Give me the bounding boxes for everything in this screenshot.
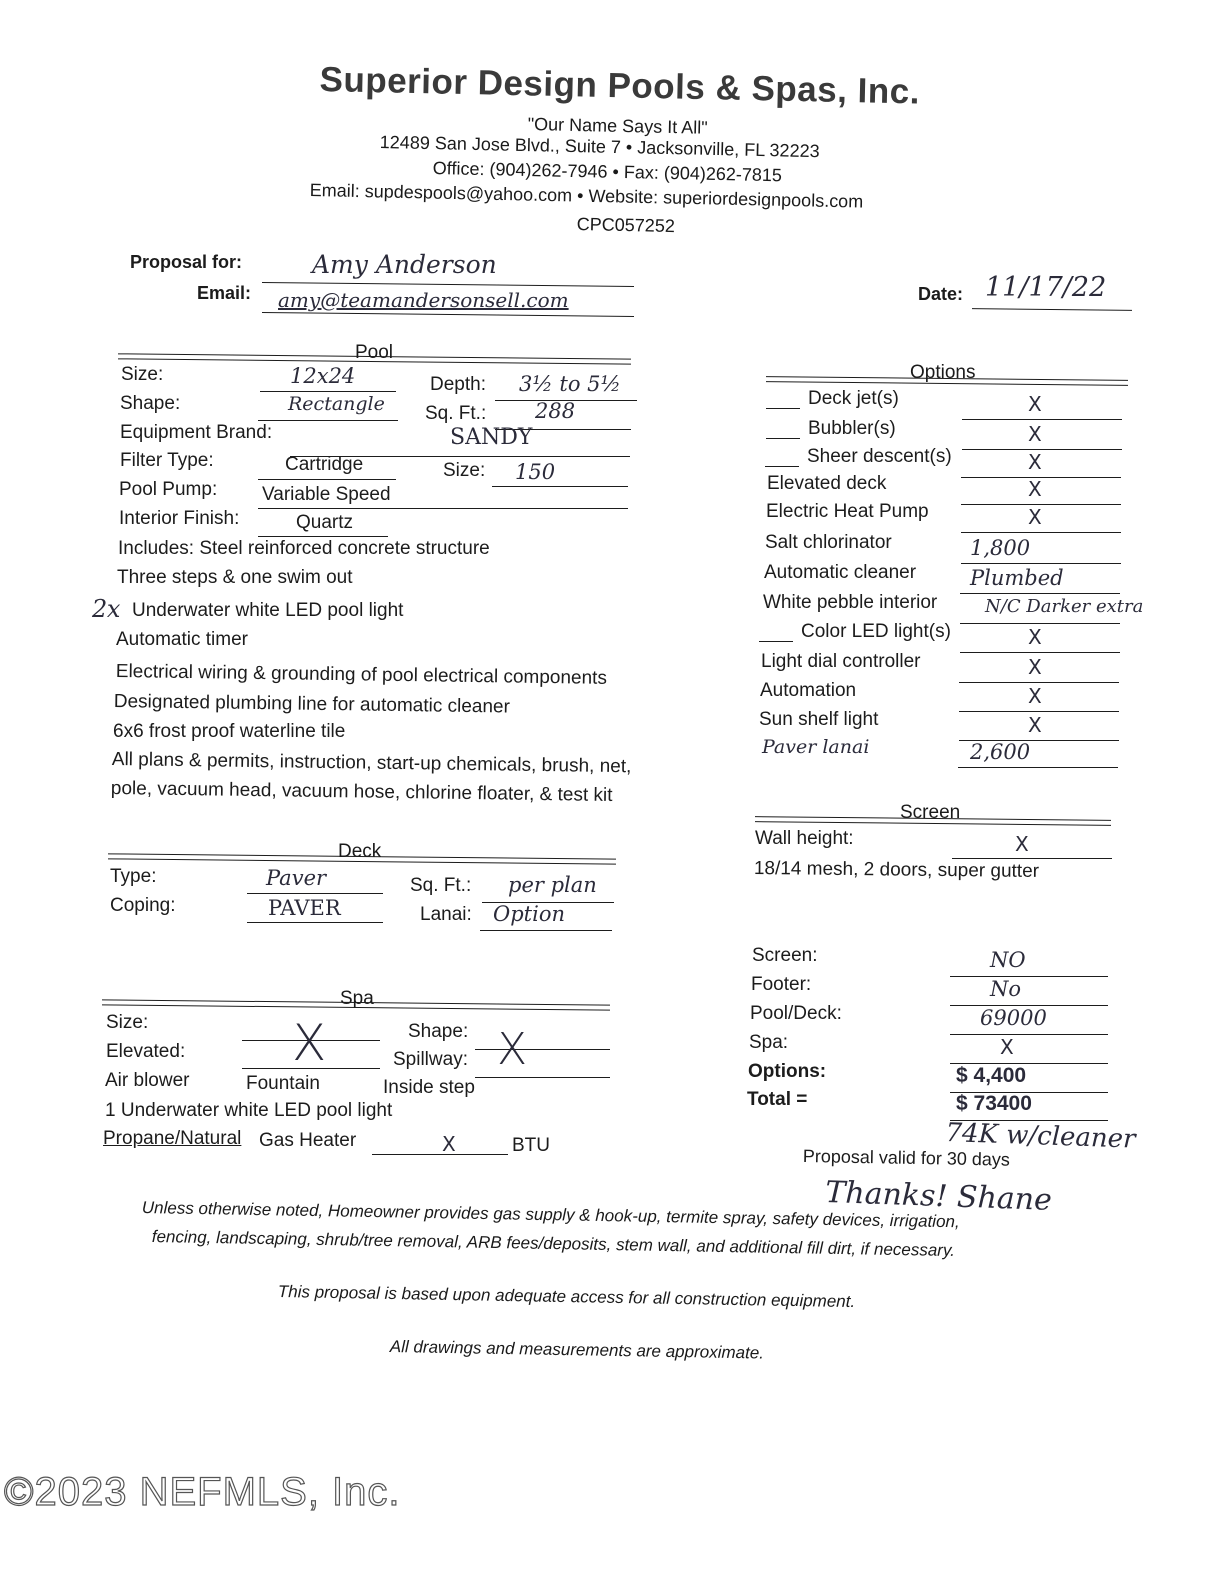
option-value: X <box>1028 505 1042 529</box>
spa-heater-label: Gas Heater <box>259 1130 357 1151</box>
pool-shape-value: Rectangle <box>288 393 385 415</box>
pool-finish-line <box>258 536 388 537</box>
pool-pump-line <box>258 508 628 509</box>
totals-value: 69000 <box>980 1006 1047 1030</box>
spa-heater-line <box>372 1154 508 1155</box>
proposal-for-value: Amy Anderson <box>312 250 497 279</box>
pool-include-item: pole, vacuum head, vacuum hose, chlorine floater, & test kit <box>110 778 613 807</box>
pool-include-item: Designated plumbing line for automatic cleaner <box>113 691 511 718</box>
pool-include-item: Electrical wiring & grounding of pool electrical components <box>115 661 608 689</box>
totals-label: Spa: <box>749 1032 789 1053</box>
company-phone-fax: Office: (904)262-7946 • Fax: (904)262-7815 <box>432 158 783 186</box>
deck-coping-line <box>247 922 383 923</box>
deck-lanai-line <box>480 930 612 931</box>
thanks-signature: Thanks! Shane <box>824 1175 1053 1218</box>
screen-wall-label: Wall height: <box>755 828 854 849</box>
option-label: Electric Heat Pump <box>766 501 929 522</box>
pool-size-line <box>260 391 396 392</box>
option-value: 2,600 <box>970 740 1031 764</box>
deck-sqft-label: Sq. Ft.: <box>410 875 472 896</box>
pool-size-value: 12x24 <box>290 364 356 388</box>
spa-heater-fuel: Propane/Natural <box>103 1128 242 1149</box>
option-value: X <box>1028 684 1042 708</box>
deck-type-value: Paver <box>266 866 327 890</box>
totals-value: No <box>990 977 1022 1001</box>
screen-wall-line <box>952 858 1112 859</box>
totals-label: Pool/Deck: <box>750 1003 842 1024</box>
option-line <box>960 623 1120 624</box>
pool-pump-label: Pool Pump: <box>119 479 218 500</box>
pool-include-item: Automatic timer <box>116 629 248 650</box>
pool-shape-label: Shape: <box>120 393 181 414</box>
pool-brand-value: SANDY <box>450 425 533 450</box>
totals-line <box>950 976 1108 977</box>
proposal-valid: Proposal valid for 30 days <box>802 1146 1011 1170</box>
company-license: CPC057252 <box>576 214 676 237</box>
pool-include-item: Includes: Steel reinforced concrete structure <box>118 538 490 559</box>
option-label: Color LED light(s) <box>801 621 951 642</box>
option-label: White pebble interior <box>763 592 938 613</box>
proposal-date-label: Date: <box>918 284 964 304</box>
totals-label: Footer: <box>751 974 812 995</box>
spa-btu: BTU <box>512 1135 550 1156</box>
spa-size-label: Size: <box>106 1012 149 1033</box>
option-value: N/C Darker extra <box>985 596 1144 617</box>
option-label: Automation <box>760 680 857 701</box>
company-name: Superior Design Pools & Spas, Inc. <box>319 60 921 112</box>
option-line <box>961 563 1121 564</box>
footer-note: fencing, landscaping, shrub/tree removal, ARB fees/deposits, stem wall, and additional fill dirt, if necessary. <box>151 1227 956 1261</box>
totals-value: X <box>1000 1035 1014 1059</box>
spa-spillway-label: Spillway: <box>393 1049 468 1070</box>
totals-line <box>950 1034 1108 1035</box>
footer-note: Unless otherwise noted, Homeowner provides gas supply & hook-up, termite spray, safety devices, irrigation, <box>141 1198 960 1232</box>
option-label: Elevated deck <box>767 473 887 494</box>
spa-shape-x-mark: X <box>497 1024 528 1075</box>
option-value: X <box>1028 477 1042 501</box>
deck-lanai-label: Lanai: <box>420 904 472 925</box>
footer-note: This proposal is based upon adequate access for all construction equipment. <box>277 1282 856 1312</box>
totals-value: NO <box>990 948 1026 972</box>
deck-type-line <box>247 893 383 894</box>
deck-lanai-value: Option <box>493 902 565 926</box>
pool-include-item: All plans & permits, instruction, start-up chemicals, brush, net, <box>111 749 632 778</box>
option-label: Bubbler(s) <box>808 418 896 439</box>
option-value: 1,800 <box>970 536 1031 560</box>
option-line <box>959 711 1119 712</box>
pool-filter-size-value: 150 <box>515 460 556 484</box>
pool-light-mark: 2 x <box>92 595 117 623</box>
spa-spillway-line <box>475 1077 610 1078</box>
pool-filter-line <box>258 479 396 480</box>
pool-title: Pool <box>355 342 394 363</box>
option-label: Sun shelf light <box>759 709 879 730</box>
totals-label: Options: <box>748 1061 827 1082</box>
pool-include-item: 6x6 frost proof waterline tile <box>113 721 346 742</box>
deck-coping-value: PAVER <box>268 896 341 920</box>
pool-filter-size-label: Size: <box>443 460 486 481</box>
proposal-email-line <box>262 312 634 317</box>
option-line <box>959 682 1119 683</box>
pool-include-item: Underwater white LED pool light <box>132 600 404 621</box>
screen-wall-value: X <box>1015 832 1029 856</box>
option-label: Deck jet(s) <box>808 388 899 409</box>
spa-fountain: Fountain <box>246 1073 320 1094</box>
watermark: ©2023 NEFMLS, Inc. <box>4 1470 401 1514</box>
option-checkbox-blank <box>765 466 799 467</box>
deck-type-label: Type: <box>110 866 157 887</box>
option-checkbox-blank <box>766 438 800 439</box>
pool-brand-label: Equipment Brand: <box>120 422 273 443</box>
totals-label: Total = <box>747 1089 808 1110</box>
proposal-for-label: Proposal for: <box>130 252 243 272</box>
spa-air-blower: Air blower <box>105 1070 190 1091</box>
pool-size-label: Size: <box>121 364 164 385</box>
footer-note: All drawings and measurements are approximate. <box>389 1337 765 1363</box>
pool-finish-value: Quartz <box>296 512 354 533</box>
proposal-email-value: amy@teamandersonsell.com <box>278 288 569 312</box>
spa-size-x-mark: X <box>292 1014 327 1072</box>
deck-sqft-value: per plan <box>508 873 597 897</box>
totals-value: $ 4,400 <box>956 1064 1027 1087</box>
option-value: Plumbed <box>970 566 1064 590</box>
option-value: X <box>1028 625 1042 649</box>
handwritten-total: 74K w/cleaner <box>944 1118 1137 1155</box>
spa-elevated-label: Elevated: <box>106 1041 186 1062</box>
options-title: Options <box>910 362 976 383</box>
spa-light: 1 Underwater white LED pool light <box>105 1100 393 1121</box>
option-value: X <box>1028 450 1042 474</box>
totals-label: Screen: <box>752 945 818 966</box>
pool-pump-value: Variable Speed <box>262 484 391 505</box>
spa-title: Spa <box>340 988 374 1009</box>
proposal-email-label: Email: <box>197 283 252 303</box>
option-line <box>960 593 1120 594</box>
option-checkbox-blank <box>759 641 793 642</box>
option-label: Light dial controller <box>761 651 921 672</box>
spa-shape-line <box>475 1049 610 1050</box>
pool-filter-value: Cartridge <box>285 454 364 475</box>
pool-finish-label: Interior Finish: <box>119 508 240 529</box>
option-value: X <box>1028 392 1042 416</box>
deck-coping-label: Coping: <box>110 895 176 916</box>
spa-inside-step: Inside step <box>383 1077 475 1098</box>
option-value: X <box>1028 422 1042 446</box>
screen-title: Screen <box>900 802 961 823</box>
pool-include-item: Three steps & one swim out <box>117 567 353 588</box>
pool-shape-line <box>258 420 398 421</box>
pool-filter-label: Filter Type: <box>120 450 214 471</box>
option-line <box>962 419 1122 420</box>
spa-shape-label: Shape: <box>408 1021 469 1042</box>
company-slogan: "Our Name Says It All" <box>527 114 708 138</box>
pool-depth-value: 3½ to 5½ <box>519 372 621 396</box>
proposal-date-line <box>972 308 1132 311</box>
option-line <box>961 532 1121 533</box>
pool-depth-label: Depth: <box>430 374 486 395</box>
screen-desc: 18/14 mesh, 2 doors, super gutter <box>753 858 1040 882</box>
pool-filter-size-line <box>492 486 628 487</box>
proposal-for-line <box>262 282 634 287</box>
deck-title: Deck <box>338 841 382 862</box>
option-label: Sheer descent(s) <box>807 446 952 467</box>
option-value: X <box>1028 713 1042 737</box>
company-email-web: Email: supdespools@yahoo.com • Website: superiordesignpools.com <box>309 180 864 212</box>
company-address: 12489 San Jose Blvd., Suite 7 • Jacksonville, FL 32223 <box>379 132 820 162</box>
option-line <box>960 652 1120 653</box>
pool-sqft-label: Sq. Ft.: <box>425 403 487 424</box>
option-label: Automatic cleaner <box>764 562 917 583</box>
option-label: Salt chlorinator <box>765 532 892 553</box>
totals-value: $ 73400 <box>956 1092 1032 1115</box>
pool-sqft-value: 288 <box>535 399 576 423</box>
option-checkbox-blank <box>766 408 800 409</box>
proposal-date-value: 11/17/22 <box>985 272 1107 303</box>
option-line <box>958 767 1118 768</box>
spa-heater-value: X <box>442 1132 456 1156</box>
option-value: X <box>1028 655 1042 679</box>
option-label: Paver lanai <box>762 736 870 758</box>
